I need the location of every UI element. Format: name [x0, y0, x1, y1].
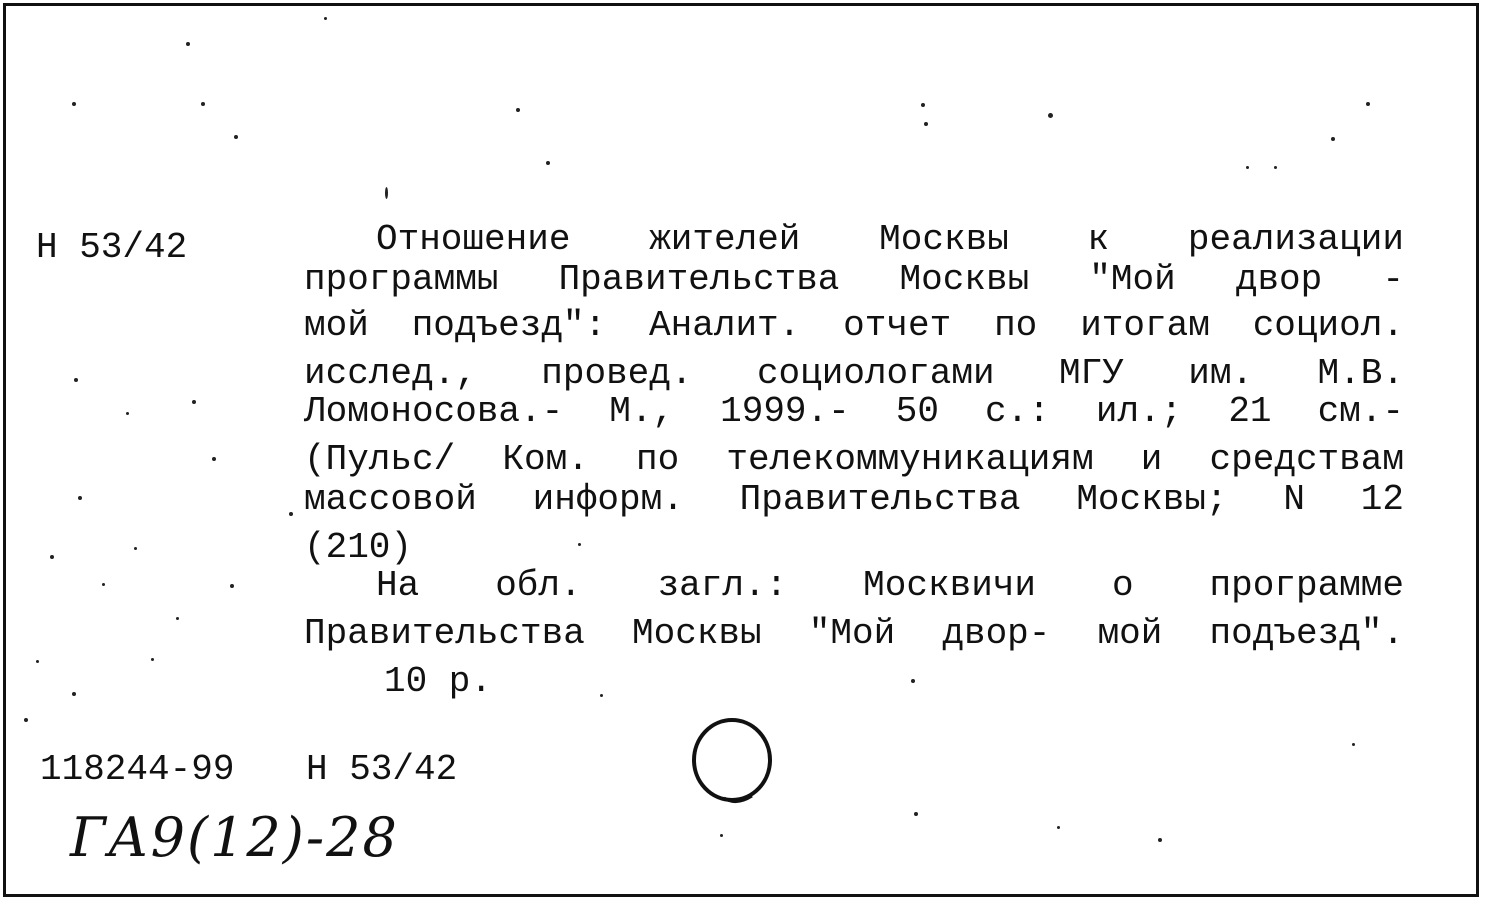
description-word: см.-: [1317, 391, 1404, 432]
description-line-3: [304, 302, 1404, 350]
description-word: (210): [304, 527, 413, 568]
description-word: и: [1140, 439, 1163, 480]
scan-speck: [924, 122, 928, 126]
note-word: обл.: [495, 565, 582, 606]
scan-speck: [578, 543, 581, 546]
scan-speck: [192, 400, 196, 404]
scan-speck: [385, 187, 388, 199]
description-word: "Мой: [1089, 259, 1176, 300]
description-word: жителей: [649, 219, 801, 260]
description-word: МГУ: [1059, 353, 1124, 394]
catalog-card: [3, 3, 1479, 897]
description-word: провед.: [541, 353, 693, 394]
inventory-call-number: Н 53/42: [306, 749, 458, 790]
note-word: Правительства: [304, 613, 585, 654]
description-word: 12: [1360, 479, 1404, 520]
description-word: телекоммуникациям: [726, 439, 1094, 480]
description-word: отчет: [843, 305, 952, 346]
scan-speck: [74, 378, 78, 382]
scan-speck: [324, 17, 327, 20]
scan-speck: [50, 555, 54, 559]
scan-speck: [1274, 166, 1277, 169]
scan-speck: [546, 161, 550, 165]
description-word: подъезд":: [411, 305, 607, 346]
scan-speck: [1057, 826, 1060, 829]
scan-speck: [126, 412, 129, 415]
description-word: Ломоносова.-: [304, 391, 564, 432]
scan-speck: [78, 496, 82, 500]
description-word: М.В.: [1317, 353, 1404, 394]
note-word: "Мой: [808, 613, 896, 654]
description-word: мой: [304, 305, 369, 346]
note-word: Москвичи: [863, 565, 1036, 606]
note-word: загл.:: [657, 565, 788, 606]
note-word: подъезд".: [1209, 613, 1404, 654]
scan-speck: [1366, 102, 1370, 106]
description-word: двор: [1235, 259, 1323, 300]
description-word: исслед.,: [304, 353, 477, 394]
scan-speck: [186, 42, 190, 46]
scan-speck: [24, 718, 28, 722]
note-word: Москвы: [632, 613, 762, 654]
description-line-7: [304, 476, 1404, 524]
scan-speck: [1158, 838, 1162, 842]
description-word: реализации: [1187, 219, 1404, 260]
description-word: с.:: [985, 391, 1050, 432]
description-word: Москвы;: [1076, 479, 1228, 520]
description-word: средствам: [1209, 439, 1404, 480]
description-word: 50: [895, 391, 939, 432]
scan-speck: [72, 102, 76, 106]
scan-speck: [1246, 166, 1249, 169]
scan-speck: [36, 660, 39, 663]
description-word: социологами: [756, 353, 995, 394]
description-word: Правительства: [739, 479, 1021, 520]
description-word: N: [1283, 479, 1305, 520]
scan-speck: [516, 108, 520, 112]
description-word: Отношение: [376, 219, 571, 260]
scan-speck: [1331, 137, 1335, 141]
description-word: по: [994, 305, 1038, 346]
circle-mark-icon: [690, 718, 774, 804]
scan-speck: [212, 457, 216, 461]
note-word: двор-: [942, 613, 1051, 654]
scan-speck: [911, 679, 915, 683]
scan-speck: [1352, 743, 1355, 746]
description-word: -: [1382, 259, 1404, 300]
description-word: по: [635, 439, 680, 480]
scan-speck: [151, 658, 154, 661]
description-word: Москвы: [899, 259, 1030, 300]
note-word: о: [1111, 565, 1134, 606]
inventory-number: 118244-99: [40, 749, 235, 790]
note-line-2: [304, 610, 1404, 658]
description-word: итогам: [1080, 305, 1210, 346]
description-line-5: [304, 388, 1404, 436]
description-word: ил.;: [1095, 391, 1183, 432]
description-word: (Пульс/: [304, 439, 456, 480]
description-word: массовой: [304, 479, 477, 520]
description-word: программы: [304, 259, 499, 300]
scan-speck: [72, 692, 76, 696]
scan-speck: [102, 583, 105, 586]
scan-speck: [921, 103, 925, 107]
price: 10 р.: [384, 661, 493, 702]
description-word: М.,: [609, 391, 675, 432]
description-word: Ком.: [502, 439, 589, 480]
scan-speck: [134, 547, 137, 550]
note-word: мой: [1097, 613, 1163, 654]
description-word: Правительства: [558, 259, 840, 300]
description-word: им.: [1188, 353, 1254, 394]
description-word: к: [1087, 219, 1110, 260]
call-number: Н 53/42: [36, 227, 188, 268]
description-word: Москвы: [879, 219, 1009, 260]
description-word: 1999.-: [720, 391, 850, 432]
scan-speck: [1048, 113, 1053, 118]
handwritten-classification-code: ГА9(12)-28: [70, 806, 399, 869]
description-word: социол.: [1252, 305, 1404, 346]
scan-speck: [234, 135, 238, 139]
scan-speck: [914, 812, 918, 816]
scan-speck: [600, 694, 603, 697]
description-word: информ.: [532, 479, 684, 520]
scan-speck: [201, 102, 205, 106]
scan-speck: [289, 512, 293, 516]
scan-speck: [230, 584, 234, 588]
scan-speck: [176, 617, 179, 620]
note-word: На: [376, 565, 420, 606]
description-line-2: [304, 256, 1404, 304]
description-word: Аналит.: [649, 305, 801, 346]
scan-speck: [720, 834, 723, 837]
note-word: программе: [1209, 565, 1404, 606]
description-word: 21: [1228, 391, 1272, 432]
note-line-1: [376, 562, 1404, 610]
